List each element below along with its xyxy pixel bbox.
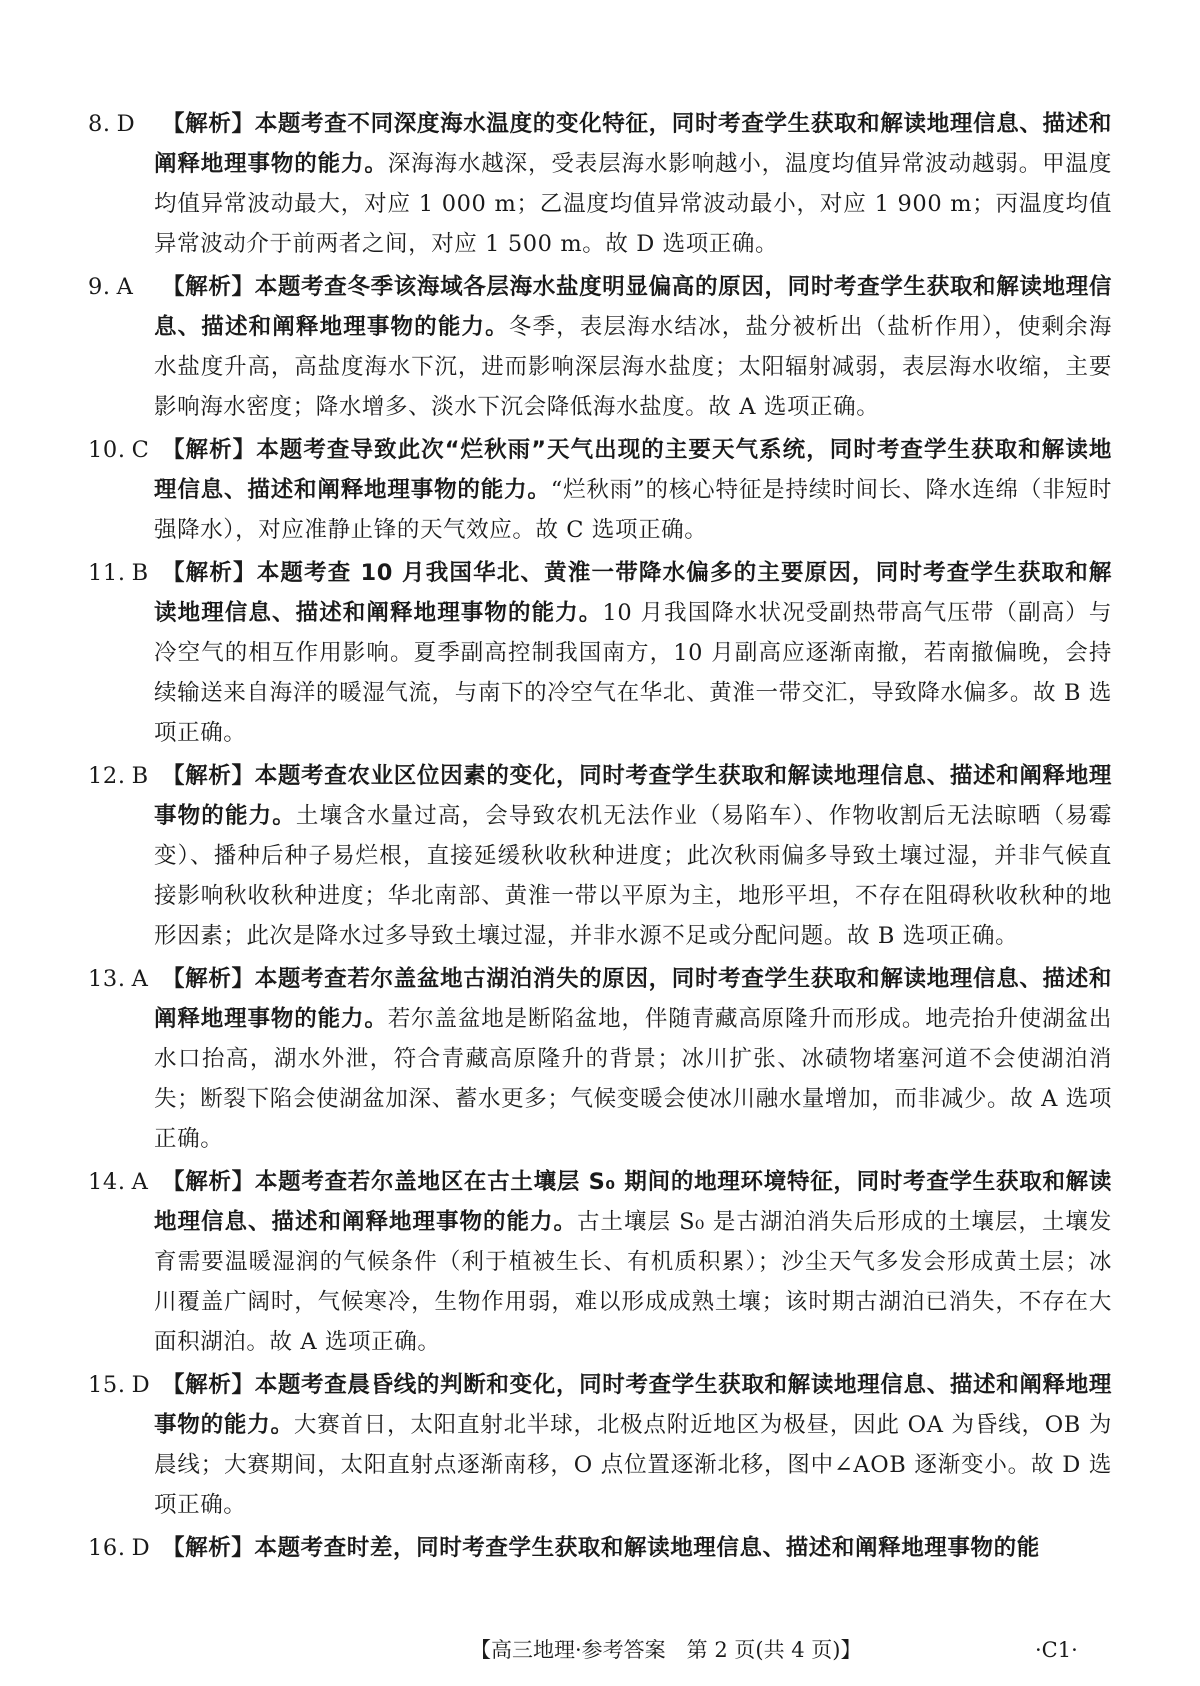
answer-item-11 <box>88 553 1112 753</box>
item-summary: 本题考查若尔盖地区在古土壤层 S₀ 期间的地理环境特征，同时考查学生获取和解读地理信息、描述和阐释地理事物的能力。 <box>154 1169 1112 1235</box>
analysis-tag: 【解析】 <box>162 1169 255 1195</box>
answer-item-13 <box>88 959 1112 1159</box>
analysis-tag: 【解析】 <box>162 763 255 789</box>
answer-item-10 <box>88 430 1112 550</box>
page-footer <box>0 1630 1200 1670</box>
item-summary: 本题考查 10 月我国华北、黄淮一带降水偏多的主要原因，同时考查学生获取和解读地理信息、描述和阐释地理事物的能力。 <box>154 560 1113 626</box>
item-number: 8. D <box>88 111 136 137</box>
item-summary: 本题考查若尔盖盆地古湖泊消失的原因，同时考查学生获取和解读地理信息、描述和阐释地理事物的能力。 <box>154 966 1113 1032</box>
item-answer: A <box>131 1169 149 1195</box>
item-answer: B <box>131 560 149 586</box>
item-number: 14. A <box>88 1169 149 1195</box>
answer-item-12 <box>88 756 1112 956</box>
answer-list <box>88 104 1112 1571</box>
answer-item-8 <box>88 104 1112 264</box>
item-number: 13. A <box>88 966 149 992</box>
item-number: 12. B <box>88 763 149 789</box>
answer-item-15 <box>88 1365 1112 1525</box>
item-body: 大赛首日，太阳直射北半球，北极点附近地区为极昼，因此 OA 为昏线，OB 为晨线；大赛期间，太阳直射点逐渐南移，O 点位置逐渐北移，图中∠AOB 逐渐变小。故 D 选项正确。 <box>154 1412 1112 1518</box>
item-answer: D <box>116 111 136 137</box>
answer-item-14 <box>88 1162 1112 1362</box>
analysis-tag: 【解析】 <box>162 966 255 992</box>
item-body: 土壤含水量过高，会导致农机无法作业（易陷车）、作物收割后无法晾晒（易霉变）、播种后种子易烂根，直接延缓秋收秋种进度；此次秋雨偏多导致土壤过湿，并非气候直接影响秋收秋种进度；华北南部、黄淮一带以平原为主，地形平坦，不存在阻碍秋收秋种的地形因素；此次是降水过多导致土壤过湿，并非水源不足或分配问题。故 B 选项正确。 <box>154 803 1112 949</box>
item-summary: 本题考查农业区位因素的变化，同时考查学生获取和解读地理信息、描述和阐释地理事物的能力。 <box>154 763 1113 829</box>
item-number: 15. D <box>88 1372 151 1398</box>
item-answer: C <box>131 437 150 463</box>
analysis-tag: 【解析】 <box>162 560 257 586</box>
item-body: 古土壤层 S₀ 是古湖泊消失后形成的土壤层，土壤发育需要温暖湿润的气候条件（利于植被生长、有机质积累）；沙尘天气多发会形成黄土层；冰川覆盖广阔时，气候寒冷，生物作用弱，难以形成成熟土壤；该时期古湖泊已消失，不存在大面积湖泊。故 A 选项正确。 <box>154 1209 1112 1355</box>
item-summary: 本题考查冬季该海域各层海水盐度明显偏高的原因，同时考查学生获取和解读地理信息、描述和阐释地理事物的能力。 <box>154 274 1113 340</box>
answer-item-16 <box>88 1528 1112 1568</box>
analysis-tag: 【解析】 <box>162 111 255 137</box>
item-summary: 本题考查晨昏线的判断和变化，同时考查学生获取和解读地理信息、描述和阐释地理事物的能力。 <box>154 1372 1113 1438</box>
item-body: 若尔盖盆地是断陷盆地，伴随青藏高原隆升而形成。地壳抬升使湖盆出水口抬高，湖水外泄，符合青藏高原隆升的背景；冰川扩张、冰碛物堵塞河道不会使湖泊消失；断裂下陷会使湖盆加深、蓄水更多；气候变暖会使冰川融水量增加，而非减少。故 A 选项正确。 <box>154 1006 1112 1152</box>
item-body: 冬季，表层海水结冰，盐分被析出（盐析作用），使剩余海水盐度升高，高盐度海水下沉，进而影响深层海水盐度；太阳辐射减弱，表层海水收缩，主要影响海水密度；降水增多、淡水下沉会降低海水盐度。故 A 选项正确。 <box>154 314 1112 420</box>
analysis-tag: 【解析】 <box>162 1535 255 1561</box>
item-answer: B <box>131 763 149 789</box>
item-body: “烂秋雨”的核心特征是持续时间长、降水连绵（非短时强降水），对应准静止锋的天气效应。故 C 选项正确。 <box>154 477 1112 543</box>
item-body: 深海海水越深，受表层海水影响越小，温度均值异常波动越弱。甲温度均值异常波动最大，对应 1 000 m；乙温度均值异常波动最小，对应 1 900 m；丙温度均值异常波动介于前两者之间，对应 1 500 m。故 D 选项正确。 <box>154 151 1112 257</box>
item-number: 16. D <box>88 1535 151 1561</box>
item-answer: D <box>131 1535 151 1561</box>
item-summary: 本题考查导致此次“烂秋雨”天气出现的主要天气系统，同时考查学生获取和解读地理信息、描述和阐释地理事物的能力。 <box>154 437 1112 503</box>
item-answer: D <box>131 1372 151 1398</box>
answer-item-9 <box>88 267 1112 427</box>
item-summary: 本题考查时差，同时考查学生获取和解读地理信息、描述和阐释地理事物的能 <box>254 1535 1040 1561</box>
footer-title: 【高三地理·参考答案 第 2 页(共 4 页)】 <box>470 1638 862 1662</box>
analysis-tag: 【解析】 <box>162 1372 255 1398</box>
analysis-tag: 【解析】 <box>162 437 257 463</box>
item-summary: 本题考查不同深度海水温度的变化特征，同时考查学生获取和解读地理信息、描述和阐释地理事物的能力。 <box>154 111 1113 177</box>
footer-code: ·C1· <box>1035 1638 1078 1662</box>
item-number: 11. B <box>88 560 149 586</box>
item-body: 10 月我国降水状况受副热带高气压带（副高）与冷空气的相互作用影响。夏季副高控制我国南方，10 月副高应逐渐南撤，若南撤偏晚，会持续输送来自海洋的暖湿气流，与南下的冷空气在华北、黄淮一带交汇，导致降水偏多。故 B 选项正确。 <box>154 600 1112 746</box>
item-answer: A <box>116 274 134 300</box>
item-number: 9. A <box>88 274 134 300</box>
item-number: 10. C <box>88 437 150 463</box>
item-answer: A <box>131 966 149 992</box>
analysis-tag: 【解析】 <box>162 274 255 300</box>
